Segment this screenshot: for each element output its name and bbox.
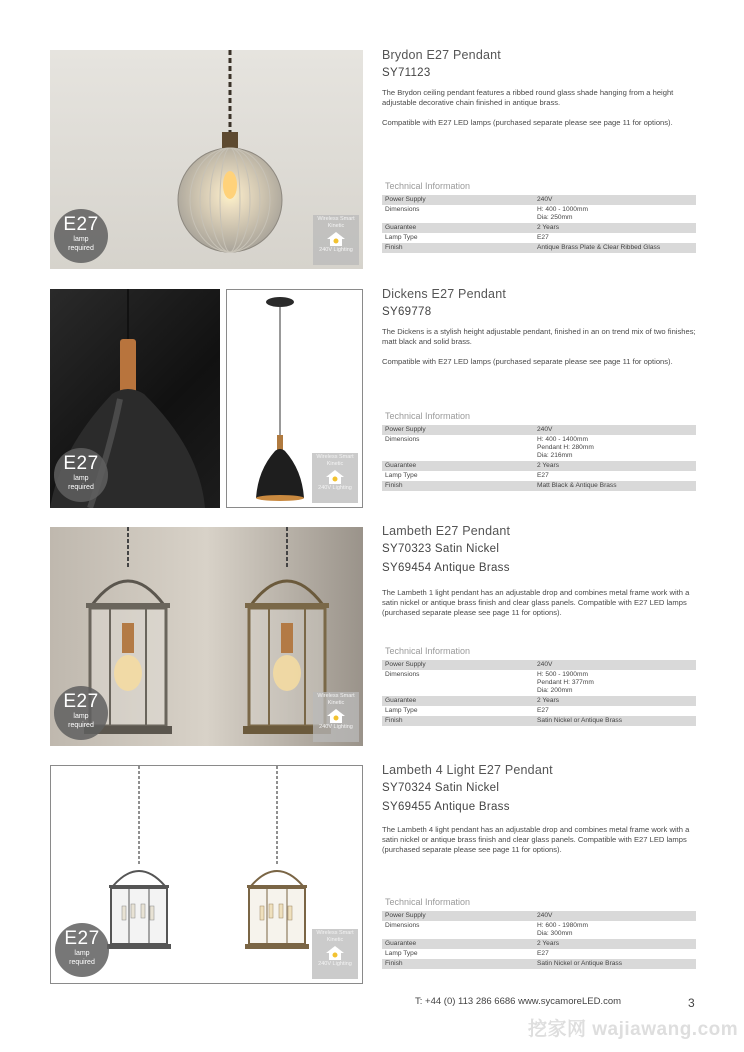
product-code: SY69454 Antique Brass — [382, 562, 510, 574]
product-code: SY70324 Satin Nickel — [382, 782, 500, 794]
e27-lamp-badge: E27 lamp required — [55, 923, 109, 977]
product-title: Lambeth 4 Light E27 Pendant — [382, 763, 553, 777]
product-photo-lambeth-4-light — [50, 765, 363, 984]
tech-info-heading: Technical Information — [385, 897, 471, 907]
tech-info-heading: Technical Information — [385, 646, 471, 656]
product-title: Dickens E27 Pendant — [382, 287, 507, 301]
spec-row: Dimensions H: 500 - 1900mm Pendant H: 377mm Dia: 200mm — [385, 671, 594, 694]
smart-home-icon — [325, 945, 345, 961]
product-description: The Lambeth 1 light pendant has an adjustable drop and combines metal frame work with a satin nickel or antique brass finish and clear glass panels. Compatible with E27 LED lamps (purchased separate please see page 11 for options). — [382, 588, 690, 617]
product-code: SY70323 Satin Nickel — [382, 543, 500, 555]
smart-lighting-badge: Wireless Smart Kinetic 240V Lighting — [313, 215, 359, 265]
spec-row: Guarantee 2 Years — [382, 696, 696, 706]
spec-row: Finish Satin Nickel or Antique Brass — [382, 959, 696, 969]
e27-lamp-badge: E27 lamp required — [54, 448, 108, 502]
product-description: The Brydon ceiling pendant features a ribbed round glass shade hanging from a height adjustable decorative chain finished in antique brass. Compatible with E27 LED lamps (purchased separate please see page 11 for options). — [382, 88, 674, 127]
spec-row: Lamp Type E27 — [385, 950, 549, 957]
spec-row: Dimensions H: 600 - 1980mm Dia: 300mm — [385, 922, 588, 937]
smart-lighting-badge: Wireless Smart Kinetic 240V Lighting — [313, 692, 359, 742]
tech-info-heading: Technical Information — [385, 181, 471, 191]
smart-home-icon — [326, 708, 346, 724]
spec-row: Dimensions H: 400 - 1400mm Pendant H: 280mm Dia: 216mm — [385, 436, 594, 459]
spec-table — [382, 195, 696, 253]
smart-lighting-badge: Wireless Smart Kinetic 240V Lighting — [312, 453, 358, 503]
product-photo-brydon — [50, 50, 363, 269]
spec-table — [382, 911, 696, 969]
lantern-nickel — [107, 766, 171, 949]
watermark: 挖家网 wajiawang.com — [528, 1019, 739, 1040]
spec-row: Power Supply 240V — [382, 660, 696, 670]
spec-row: Finish Matt Black & Antique Brass — [382, 481, 696, 491]
product-description: The Lambeth 4 light pendant has an adjustable drop and combines metal frame work with a satin nickel or antique brass finish and clear glass panels. Compatible with E27 LED lamps (purchased separate please see page 11 for options). — [382, 825, 690, 854]
smart-home-icon — [325, 469, 345, 485]
footer-contact: T: +44 (0) 113 286 6686 www.sycamoreLED.com — [415, 996, 622, 1007]
smart-home-icon — [326, 231, 346, 247]
product-photo-lambeth — [50, 527, 363, 746]
spec-row: Power Supply 240V — [382, 195, 696, 205]
spec-row: Dimensions H: 400 - 1000mm Dia: 250mm — [385, 206, 588, 221]
product-code: SY71123 — [382, 67, 431, 79]
page-number: 3 — [688, 996, 695, 1010]
tech-info-heading: Technical Information — [385, 411, 471, 421]
spec-row: Finish Antique Brass Plate & Clear Ribbed Glass — [382, 243, 696, 253]
product-photo-dickens-full — [226, 289, 363, 508]
spec-row: Guarantee 2 Years — [382, 461, 696, 471]
spec-row: Finish Satin Nickel or Antique Brass — [382, 716, 696, 726]
product-code: SY69778 — [382, 306, 432, 318]
spec-table — [382, 660, 696, 726]
product-photo-dickens-closeup — [50, 289, 220, 508]
spec-row: Lamp Type E27 — [385, 234, 549, 241]
product-title: Lambeth E27 Pendant — [382, 524, 511, 538]
product-code: SY69455 Antique Brass — [382, 801, 510, 813]
spec-row: Power Supply 240V — [382, 425, 696, 435]
spec-table — [382, 425, 696, 491]
lantern-brass — [245, 766, 309, 949]
spec-row: Lamp Type E27 — [385, 472, 549, 479]
spec-row: Lamp Type E27 — [385, 707, 549, 714]
spec-row: Guarantee 2 Years — [382, 223, 696, 233]
product-description: The Dickens is a stylish height adjustable pendant, finished in an on trend mix of two finishes; matt black and solid brass. Compatible with E27 LED lamps (purchased separate please see page 11 for options). — [382, 327, 696, 366]
spec-row: Guarantee 2 Years — [382, 939, 696, 949]
e27-lamp-badge: E27 lamp required — [54, 686, 108, 740]
e27-lamp-badge: E27 lamp required — [54, 209, 108, 263]
product-title: Brydon E27 Pendant — [382, 48, 501, 62]
spec-row: Power Supply 240V — [382, 911, 696, 921]
smart-lighting-badge: Wireless Smart Kinetic 240V Lighting — [312, 929, 358, 979]
